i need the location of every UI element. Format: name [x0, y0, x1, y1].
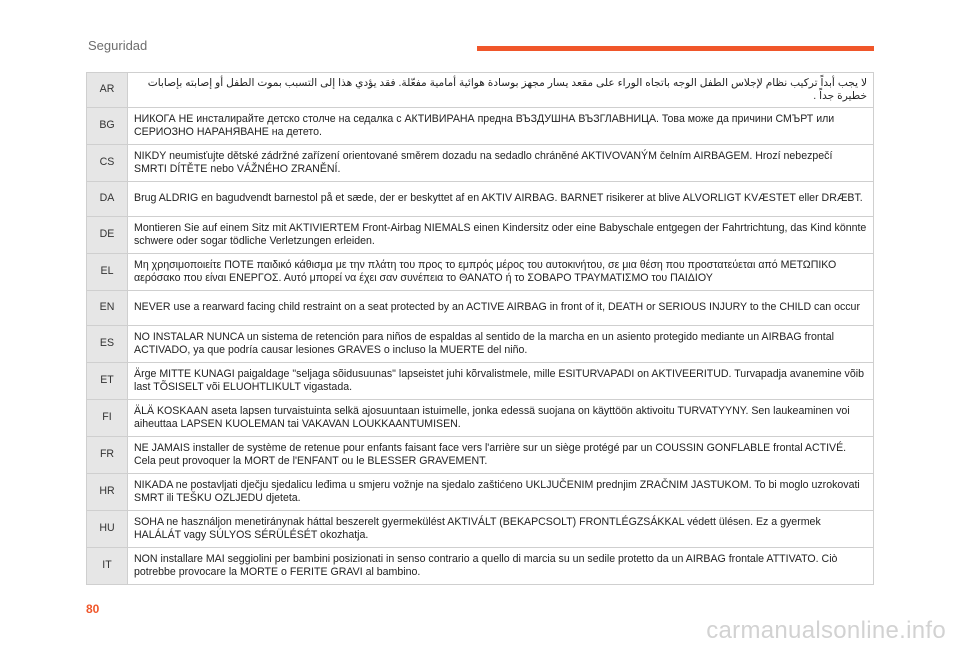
- warning-text: Μη χρησιμοποιείτε ΠΟΤΕ παιδικό κάθισμα με την πλάτη του προς το εμπρός μέρος του αυτοκινήτου, σε μια θέση που προστατεύεται από ΜΕΤΩΠΙΚΟ αερόσακο που είναι ΕΝΕΡΓΟΣ. Αυτό μπορεί να έχει σαν συνέπεια το ΘΑΝΑΤΟ ή το ΣΟΒΑΡΟ ΤΡΑΥΜΑΤΙΣΜΟ του ΠΑΙΔΙΟΥ: [128, 254, 874, 291]
- warning-text: لا يجب أبداً تركيب نظام لإجلاس الطفل الوجه باتجاه الوراء على مقعد يسار مجهز بوسادة هوائية أمامية مفعّلة. فقد يؤدي هذا إلى التسبب بموت الطفل أو إصابته بإصابات خطيرة جداً .: [128, 73, 874, 108]
- warning-text: NEVER use a rearward facing child restraint on a seat protected by an ACTIVE AIRBAG in front of it, DEATH or SERIOUS INJURY to the CHILD can occur: [128, 291, 874, 326]
- warning-text: НИКОГА НЕ инсталирайте детско столче на седалка с АКТИВИРАНА предна ВЪЗДУШНА ВЪЗГЛАВНИЦА. Това може да причини СМЪРТ или СЕРИОЗНО НАРАНЯВАНЕ на детето.: [128, 108, 874, 145]
- table-row: [87, 326, 874, 363]
- table-row: [87, 217, 874, 254]
- table-row: [87, 254, 874, 291]
- language-code: DA: [87, 182, 128, 217]
- language-code: EL: [87, 254, 128, 291]
- warning-text: NIKDY neumisťujte dětské zádržné zařízení orientované směrem dozadu na sedadlo chráněné AKTIVOVANÝM čelním AIRBAGEM. Hrozí nebezpečí SMRTI DÍTĚTE nebo VÁŽNÉHO ZRANĚNÍ.: [128, 145, 874, 182]
- language-code: CS: [87, 145, 128, 182]
- page-number: 80: [86, 602, 100, 616]
- language-code: BG: [87, 108, 128, 145]
- warning-text: SOHA ne használjon menetiránynak háttal beszerelt gyermekülést AKTIVÁLT (BEKAPCSOLT) FRONTLÉGZSÁKKAL védett ülésen. Ez a gyermek HALÁLÁT vagy SÚLYOS SÉRÜLÉSÉT okozhatja.: [128, 511, 874, 548]
- warning-text: Montieren Sie auf einem Sitz mit AKTIVIERTEM Front-Airbag NIEMALS einen Kindersitz oder eine Babyschale entgegen der Fahrtrichtung, das Kind könnte schwere oder sogar tödliche Verletzungen erleiden.: [128, 217, 874, 254]
- table-row: [87, 182, 874, 217]
- language-code: DE: [87, 217, 128, 254]
- language-code: FR: [87, 437, 128, 474]
- warning-text: ÄLÄ KOSKAAN aseta lapsen turvaistuinta selkä ajosuuntaan istuimelle, jonka edessä suojana on käyttöön aktivoitu TURVATYYNY. Sen laukeaminen voi aiheuttaa LAPSEN KUOLEMAN tai VAKAVAN LOUKKAANTUMISEN.: [128, 400, 874, 437]
- table-row: [87, 108, 874, 145]
- watermark: carmanualsonline.info: [706, 617, 946, 644]
- table-row: [87, 400, 874, 437]
- table-row: [87, 363, 874, 400]
- language-code: ES: [87, 326, 128, 363]
- warning-text: NIKADA ne postavljati dječju sjedalicu leđima u smjeru vožnje na sjedalo zaštićeno UKLJUČENIM prednjim ZRAČNIM JASTUKOM. To bi moglo uzrokovati SMRT ili TEŠKU OZLJEDU djeteta.: [128, 474, 874, 511]
- table-row: [87, 548, 874, 585]
- header-accent-bar: [477, 46, 874, 51]
- warning-text: Brug ALDRIG en bagudvendt barnestol på et sæde, der er beskyttet af en AKTIV AIRBAG. BARNET risikerer at blive ALVORLIGT KVÆSTET eller DRÆBT.: [128, 182, 874, 217]
- language-code: IT: [87, 548, 128, 585]
- table-row: [87, 145, 874, 182]
- table-row: [87, 291, 874, 326]
- warning-text: NO INSTALAR NUNCA un sistema de retención para niños de espaldas al sentido de la marcha en un asiento protegido mediante un AIRBAG frontal ACTIVADO, ya que podría causar lesiones GRAVES o incluso la MUERTE del niño.: [128, 326, 874, 363]
- language-code: EN: [87, 291, 128, 326]
- airbag-warning-table: [86, 72, 874, 585]
- table-row: [87, 511, 874, 548]
- section-title: Seguridad: [88, 38, 148, 53]
- language-code: HR: [87, 474, 128, 511]
- warning-text: NON installare MAI seggiolini per bambini posizionati in senso contrario a quello di marcia su un sedile protetto da un AIRBAG frontale ATTIVATO. Ciò potrebbe provocare la MORTE o FERITE GRAVI al bambino.: [128, 548, 874, 585]
- warning-text: Ärge MITTE KUNAGI paigaldage "seljaga sõidusuunas" lapseistet juhi kõrvalistmele, mille ESITURVAPADI on AKTIVEERITUD. Turvapadja avanemine võib last TÕSISELT või ELUOHTLIKULT vigastada.: [128, 363, 874, 400]
- language-code: FI: [87, 400, 128, 437]
- language-code: AR: [87, 73, 128, 108]
- language-code: ET: [87, 363, 128, 400]
- language-code: HU: [87, 511, 128, 548]
- warning-text: NE JAMAIS installer de système de retenue pour enfants faisant face vers l'arrière sur un siège protégé par un COUSSIN GONFLABLE frontal ACTIVÉ. Cela peut provoquer la MORT de l'ENFANT ou le BLESSER GRAVEMENT.: [128, 437, 874, 474]
- table-row: [87, 437, 874, 474]
- table-row: [87, 474, 874, 511]
- table-row: [87, 73, 874, 108]
